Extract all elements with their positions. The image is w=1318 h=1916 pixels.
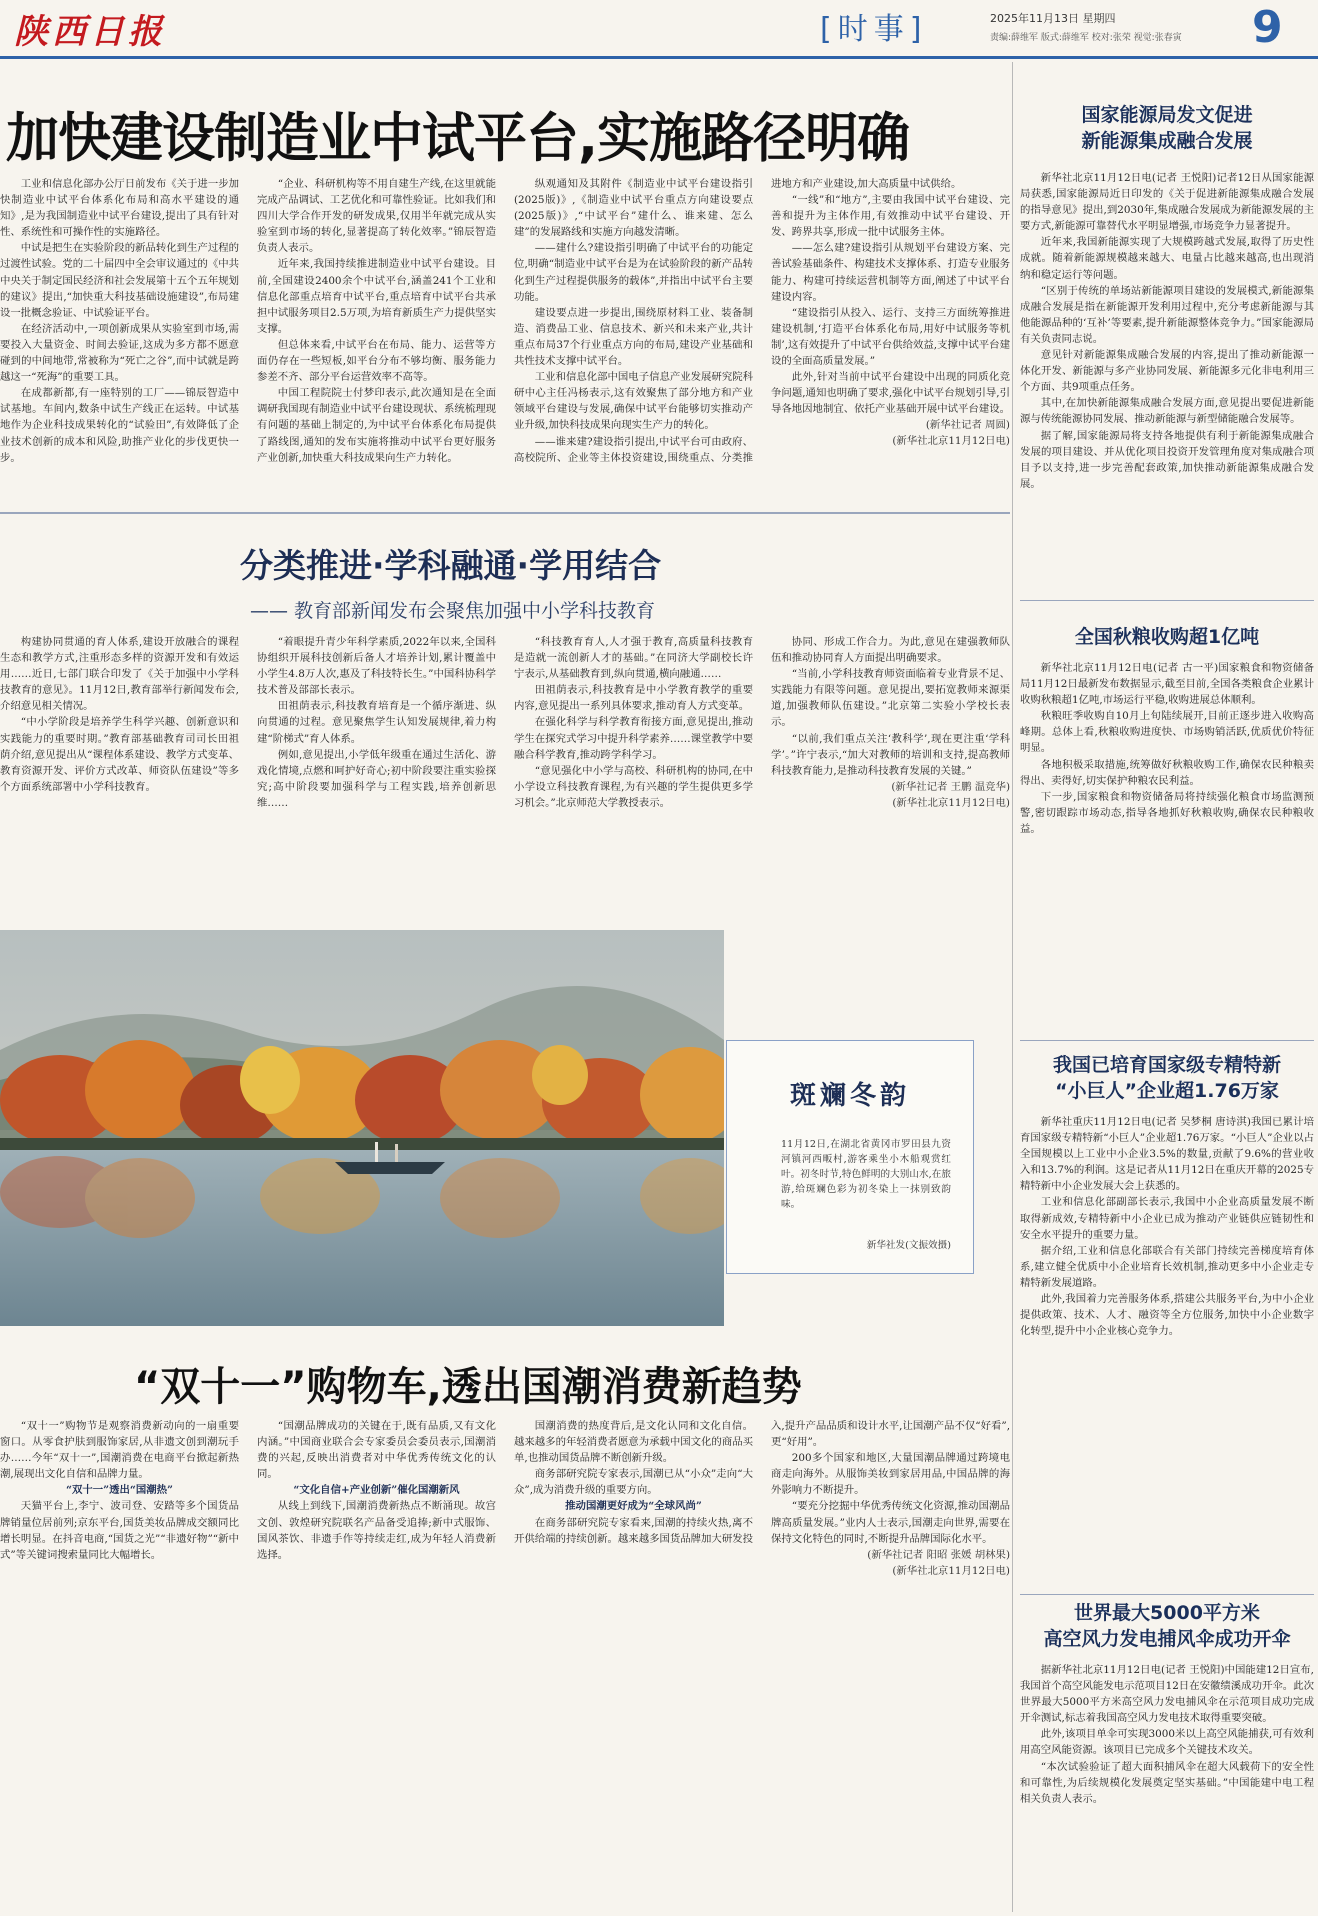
page-number: 9: [1252, 2, 1283, 53]
paragraph: (新华社北京11月12日电): [892, 435, 1010, 448]
paragraph: 近年来,我国持续推进制造业中试平台建设。目前,全国建设2400余个中试平台,涵盖241个工业和信息化部重点培育中试平台,重点培育中试平台共承担中试服务项目2.5万项,为培育新质生产力提供坚实支撑。: [257, 258, 496, 335]
paragraph: 此外,我国着力完善服务体系,搭建公共服务平台,为中小企业提供政策、技术、人才、融资等全方位服务,加快中小企业数字化转型,提升中小企业核心竞争力。: [1020, 1293, 1314, 1338]
paragraph: 田祖荫表示,科技教育培育是一个循序渐进、纵向贯通的过程。意见聚焦学生认知发展规律,着力构建“阶梯式”育人体系。: [257, 700, 496, 745]
headline-pilot-platform: 加快建设制造业中试平台,实施路径明确: [6, 108, 910, 169]
paragraph: “双十一”透出“国潮热”: [65, 1484, 174, 1497]
article-pilot-platform-body: [0, 176, 1010, 506]
paragraph: 但总体来看,中试平台在布局、能力、运营等方面仍存在一些短板,如平台分布不够均衡、服务能力参差不齐、部分平台运营效率不高等。: [257, 338, 496, 384]
paragraph: 据新华社北京11月12日电(记者 王悦阳)中国能建12日宣布,我国首个高空风能发电示范项目12日在安徽绩溪成功开伞。此次世界最大5000平方米高空风力发电捕风伞在示范项目成功完成开伞测试,标志着我国高空风力发电技术取得重要突破。: [1020, 1664, 1314, 1725]
paragraph: 在成都新都,有一座特别的工厂——锦辰智造中试基地。车间内,数条中试生产线正在运转。中试基地作为企业科技成果转化的“试验田”,有效降低了企业技术创新的成本和风险,助推产业化的步伐更快一步。: [0, 387, 239, 464]
paragraph: 中试是把生在实验阶段的新品转化到生产过程的过渡性试验。党的二十届四中全会审议通过的《中共中央关于制定国民经济和社会发展第十五个五年规划的建议》提出,“加快重大科技基础设施建设”,布局建设一批概念验证、中试验证平台。: [0, 242, 239, 319]
header-divider: [0, 56, 1318, 59]
side-divider: [1020, 1040, 1314, 1041]
paragraph: 田祖荫表示,科技教育是中小学教育教学的重要内容,意见提出一系列具体要求,推动育人方式变革。: [514, 684, 753, 713]
paragraph: “以前,我们重点关注‘教科学’,现在更注重‘学科学’。”许宁表示,“加大对教师的培训和支持,提高教师科技教育能力,是推动科技教育发展的关键。”: [771, 732, 1010, 777]
paragraph: “文化自信+产业创新”催化国潮新风: [293, 1484, 460, 1497]
paragraph: 其中,在加快新能源集成融合发展方面,意见提出要促进新能源与传统能源协同发展、推动新能源与新型储能融合发展等。: [1020, 397, 1314, 426]
paragraph: 下一步,国家粮食和物资储备局将持续强化粮食市场监测预警,密切跟踪市场动态,指导各地抓好秋粮收购,确保农民种粮收益。: [1020, 790, 1314, 835]
section-title: [时事]: [820, 12, 928, 47]
article-wind-kite-body: [1020, 1662, 1314, 1912]
paragraph: 在商务部研究院专家看来,国潮的持续火热,离不开供给端的持续创新。越来越多国货品牌加大研发投入,提升产品品质和设计水平,让国潮产品不仅“好看”,更“好用”。: [514, 1420, 1010, 1545]
paragraph: (新华社记者 周圆): [925, 419, 1010, 432]
paragraph: ——怎么建?建设指引从规划平台建设方案、完善试验基础条件、构建技术支撑体系、打造专业服务能力、构建可持续运营机制等方面,阐述了中试平台建设内容。: [771, 242, 1010, 303]
paragraph: 新华社北京11月12日电(记者 古一平)国家粮食和物资储备局11月12日最新发布数据显示,截至目前,全国各类粮食企业累计收购秋粮超1亿吨,市场运行平稳,收购进展总体顺利。: [1020, 662, 1314, 707]
paragraph: “双十一”购物节是观察消费新动向的一扇重要窗口。从零食护肤到服饰家居,从非遗文创到潮玩手办……今年“双十一”,国潮消费在电商平台掀起新热潮,展现出文化自信和品牌力量。: [0, 1420, 239, 1481]
side-divider: [1020, 600, 1314, 601]
article-science-education-body: [0, 634, 1010, 924]
paragraph: 近年来,我国新能源实现了大规模跨越式发展,取得了历史性成就。随着新能源规模越来越大、电量占比越来越高,也出现消纳和稳定运行等问题。: [1020, 236, 1314, 281]
headline-little-giants: 我国已培育国家级专精特新 “小巨人”企业超1.76万家: [1052, 1054, 1281, 1102]
paragraph: 工业和信息化部中国电子信息产业发展研究院科研中心主任冯杨表示,这有效聚焦了部分地方和产业领域平台建设与发展,确保中试平台能够切实推动产业升级,加快科技成果向现实生产力的转化。: [514, 371, 753, 432]
photo-credit: 新华社发(文振效摄): [866, 1240, 951, 1251]
headline-guochao: “双十一”购物车,透出国潮消费新趋势: [134, 1364, 802, 1410]
headline-autumn-grain: 全国秋粮收购超1亿吨: [1074, 626, 1260, 648]
paragraph: 例如,意见提出,小学低年级重在通过生活化、游戏化情境,点燃和呵护好奇心;初中阶段要注重实验探究;高中阶段要加强科学与工程实践,培养创新思维……: [257, 748, 496, 809]
article-guochao-body: [0, 1418, 1010, 1914]
section-divider: [0, 512, 1010, 514]
paragraph: “科技教育育人,人才强于教育,高质量科技教育是造就一流创新人才的基础。”在同济大学副校长许宁表示,从基础教育到,纵向贯通,横向融通……: [514, 636, 753, 681]
paragraph: “当前,小学科技教育师资面临着专业背景不足、实践能力有限等问题。意见提出,要拓宽教师来源渠道,加强教师队伍建设。”北京第二实验小学校长表示。: [771, 668, 1010, 729]
editor-credits: 责编:薛维军 版式:薛维军 校对:张荣 视觉:张春寅: [990, 33, 1182, 43]
paragraph: 据了解,国家能源局将支持各地提供有利于新能源集成融合发展的项目建设、并从优化项目投资开发管理角度对集成融合项目予以支持,进一步完善配套政策,加快推动新能源集成融合发展。: [1020, 429, 1314, 490]
paragraph: “中小学阶段是培养学生科学兴趣、创新意识和实践能力的重要时期。”教育部基础教育司司长田祖荫介绍,意见提出从“课程体系建设、教学方式变革、教育资源开发、评价方式改革、师资队伍建设”等多个方面系统部署中小学科技教育。: [0, 716, 239, 793]
paragraph: 200多个国家和地区,大量国潮品牌通过跨境电商走向海外。从服饰美妆到家居用品,中国品牌的海外影响力不断提升。: [771, 1452, 1010, 1497]
paragraph: “意见强化中小学与高校、科研机构的协同,在中小学设立科技教育课程,为有兴趣的学生提供更多学习机会。”北京师范大学教授表示。: [514, 764, 753, 809]
paragraph: 中国工程院院士付梦印表示,此次通知是在全面调研我国现有制造业中试平台建设现状、系统梳理现有问题的基础上制定的,为中试平台体系化布局提供了路线图,通知的发布实施将推动中试平台更好服务产业创新,加快重大科技成果向生产力转化。: [257, 387, 496, 464]
paragraph: 协同、形成工作合力。为此,意见在建强教师队伍和推动协同育人方面提出明确要求。: [771, 636, 1010, 665]
paragraph: “要充分挖掘中华优秀传统文化资源,推动国潮品牌高质量发展。”业内人士表示,国潮走向世界,需要在保持文化特色的同时,不断提升品牌国际化水平。: [771, 1500, 1010, 1545]
paragraph: “国潮品牌成功的关键在于,既有品质,又有文化内涵。”中国商业联合会专家委员会委员表示,国潮消费的兴起,反映出消费者对中华优秀传统文化的认同。: [257, 1420, 496, 1481]
paragraph: (新华社记者 王鹏 温竞华): [891, 780, 1010, 793]
article-little-giants-body: [1020, 1114, 1314, 1584]
paragraph: (新华社北京11月12日电): [892, 796, 1010, 809]
paragraph: 从线上到线下,国潮消费新热点不断涌现。故宫文创、敦煌研究院联名产品备受追捧;新中式服饰、国风茶饮、非遗手作等持续走红,成为年轻人消费新选择。: [257, 1500, 496, 1561]
headline-science-education: 分类推进·学科融通·学用结合: [240, 546, 662, 585]
photo-title: 斑斓冬韵: [789, 1081, 910, 1111]
article-autumn-grain-body: [1020, 660, 1314, 1038]
headline-wind-kite: 世界最大5000平方米 高空风力发电捕风伞成功开伞: [1043, 1602, 1291, 1650]
paragraph: (新华社北京11月12日电): [892, 1564, 1010, 1577]
paragraph: (新华社记者 阳昭 张媛 胡林果): [867, 1548, 1010, 1561]
paragraph: 构建协同贯通的育人体系,建设开放融合的课程生态和教学方式,注重形态多样的资源开发和有效运用……近日,七部门联合印发了《关于加强中小学科技教育的意见》。11月12日,教育部举行新闻发布会,介绍意见相关情况。: [0, 636, 239, 713]
subheadline-science-education: —— 教育部新闻发布会聚焦加强中小学科技教育: [250, 600, 656, 622]
paragraph: 在经济活动中,一项创新成果从实验室到市场,需要投入大量资金、时间去验证,这成为多方都不愿意碰到的中间地带,常被称为“死亡之谷”,而中试就是跨越这一“死海”的重要工具。: [0, 322, 239, 384]
paragraph: 天猫平台上,李宁、波司登、安踏等多个国货品牌销量位居前列;京东平台,国货美妆品牌成交额同比增长明显。在抖音电商,“国货之光”“非遗好物”“新中式”等关键词搜索量同比大幅增长。: [0, 1500, 239, 1561]
paragraph: 国潮消费的热度背后,是文化认同和文化自信。越来越多的年轻消费者愿意为承载中国文化的商品买单,也推动国货品牌不断创新升级。: [514, 1420, 753, 1465]
column-divider: [1012, 62, 1013, 1912]
paragraph: 此外,该项目单伞可实现3000米以上高空风能捕获,可有效利用高空风能资源。该项目已完成多个关键技术攻关。: [1020, 1728, 1314, 1757]
photo-caption-box: [726, 1040, 974, 1274]
paragraph: 此外,针对当前中试平台建设中出现的同质化竞争问题,通知也明确了要求,强化中试平台规划引导,引导各地因地制宜、依托产业基础开展中试平台建设。: [771, 371, 1010, 416]
paragraph: 纵观通知及其附件《制造业中试平台建设指引(2025版)》,《制造业中试平台重点方向建设要点(2025版)》,“中试平台”建什么、谁来建、怎么建”的发展路线和实施方向越发清晰。: [514, 178, 753, 239]
paragraph: “着眼提升青少年科学素质,2022年以来,全国科协组织开展科技创新后备人才培养计划,累计覆盖中小学生4.8万人次,惠及了科技特长生。”中国科协科学技术普及部部长表示。: [257, 636, 496, 697]
paragraph: 推动国潮更好成为“全球风尚”: [565, 1500, 702, 1513]
paragraph: “一线”和“地方”,主要由我国中试平台建设、完善和提升为主体作用,有效推动中试平台建设、开发、跨界共享,形成一批中试服务主体。: [771, 194, 1010, 239]
paragraph: ——谁来建?建设指引提出,中试平台可由政府、高校院所、企业等主体投资建设,围绕重点、分类推进地方和产业建设,加大高质量中试供给。: [514, 178, 962, 464]
paragraph: 意见针对新能源集成融合发展的内容,提出了推动新能源一体化开发、新能源与多产业协同发展、新能源多元化非电利用三个方面、共9项重点任务。: [1020, 349, 1314, 394]
paragraph: 各地积极采取措施,统筹做好秋粮收购工作,确保农民种粮卖得出、卖得好,切实保护种粮农民利益。: [1020, 758, 1314, 787]
paragraph: ——建什么?建设指引明确了中试平台的功能定位,明确“制造业中试平台是为在试验阶段的新产品转化到生产过程提供服务的载体”,并指出中试平台主要功能。: [514, 242, 753, 303]
masthead-logo: 陕西日报: [14, 12, 166, 52]
paragraph: 工业和信息化部副部长表示,我国中小企业高质量发展不断取得新成效,专精特新中小企业已成为推动产业链供应链韧性和安全水平提升的重要力量。: [1020, 1196, 1314, 1241]
photo-caption: 11月12日,在湖北省黄冈市罗田县九资河镇河西畈村,游客乘坐小木船观赏红叶。初冬时节,特色鲜明的大别山水,在旅游,给斑斓色彩为初冬染上一抹别致韵味。: [781, 1139, 951, 1210]
paragraph: 建设要点进一步提出,围绕原材料工业、装备制造、消费品工业、信息技术、新兴和未来产业,共计重点布局37个行业重点方向的布局,建设产业基础和共性技术支撑中试平台。: [514, 306, 753, 368]
paragraph: 新华社重庆11月12日电(记者 吴梦桐 唐诗淇)我国已累计培育国家级专精特新“小巨人”企业超1.76万家。“小巨人”企业以占全国规模以上工业中小企业3.5%的数量,贡献了9.6%的营业收入和13.7%的利润。这是记者从11月12日在重庆开幕的2025专精特新中小企业发展大会上获悉的。: [1020, 1116, 1314, 1193]
paragraph: “本次试验验证了超大面积捕风伞在超大风载荷下的安全性和可靠性,为后续规模化发展奠定坚实基础。”中国能建中电工程相关负责人表示。: [1020, 1760, 1314, 1805]
side-divider: [1020, 1594, 1314, 1595]
headline-new-energy: 国家能源局发文促进 新能源集成融合发展: [1081, 104, 1253, 152]
paragraph: 在强化科学与科学教育衔接方面,意见提出,推动学生在探究式学习中提升科学素养……课堂教学中要融合科学教育,推动跨学科学习。: [514, 716, 753, 761]
paragraph: 工业和信息化部办公厅日前发布《关于进一步加快制造业中试平台体系化布局和高水平建设的通知》,是为我国制造业中试平台建设,提出了具有针对性、系统性和可操作性的实施路径。: [0, 178, 239, 239]
paragraph: 商务部研究院专家表示,国潮已从“小众”走向“大众”,成为消费升级的重要方向。: [514, 1468, 753, 1497]
paragraph: 新华社北京11月12日电(记者 王悦阳)记者12日从国家能源局获悉,国家能源局近日印发的《关于促进新能源集成融合发展的指导意见》提出,到2030年,集成融合发展成为新能源发展的主要方式,新能源可靠替代水平明显增强,市场竞争力显著提升。: [1020, 172, 1314, 233]
paragraph: 秋粮旺季收购自10月上旬陆续展开,目前正逐步进入收购高峰期。总体上看,秋粮收购进度快、市场购销活跃,优质优价特征明显。: [1020, 710, 1314, 755]
paragraph: “建设指引从投入、运行、支持三方面统筹推进建设机制,‘打造平台体系化布局,用好中试服务等机制’,这有效提升了中试平台供给效益,支撑中试平台建设的全面高质量发展。”: [771, 306, 1010, 368]
paragraph: 据介绍,工业和信息化部联合有关部门持续完善梯度培育体系,建立健全优质中小企业培育长效机制,推动更多中小企业走专精特新发展道路。: [1020, 1244, 1314, 1289]
article-new-energy-body: [1020, 170, 1314, 590]
paragraph: “企业、科研机构等不用自建生产线,在这里就能完成产品调试、工艺优化和可靠性验证。比如我们和四川大学合作开发的研发成果,仅用半年就完成从实验室到市场的转化,显著提高了转化效率。”锦辰智造负责人表示。: [257, 178, 496, 255]
paragraph: “区别于传统的单场站新能源项目建设的发展模式,新能源集成融合发展是指在新能源开发利用过程中,充分考虑新能源与其他能源品种的‘互补’等要素,提升新能源整体竞争力。”国家能源局有关负责同志说。: [1020, 284, 1314, 345]
autumn-lake-photo: [0, 930, 724, 1326]
issue-date: 2025年11月13日 星期四: [990, 12, 1116, 25]
